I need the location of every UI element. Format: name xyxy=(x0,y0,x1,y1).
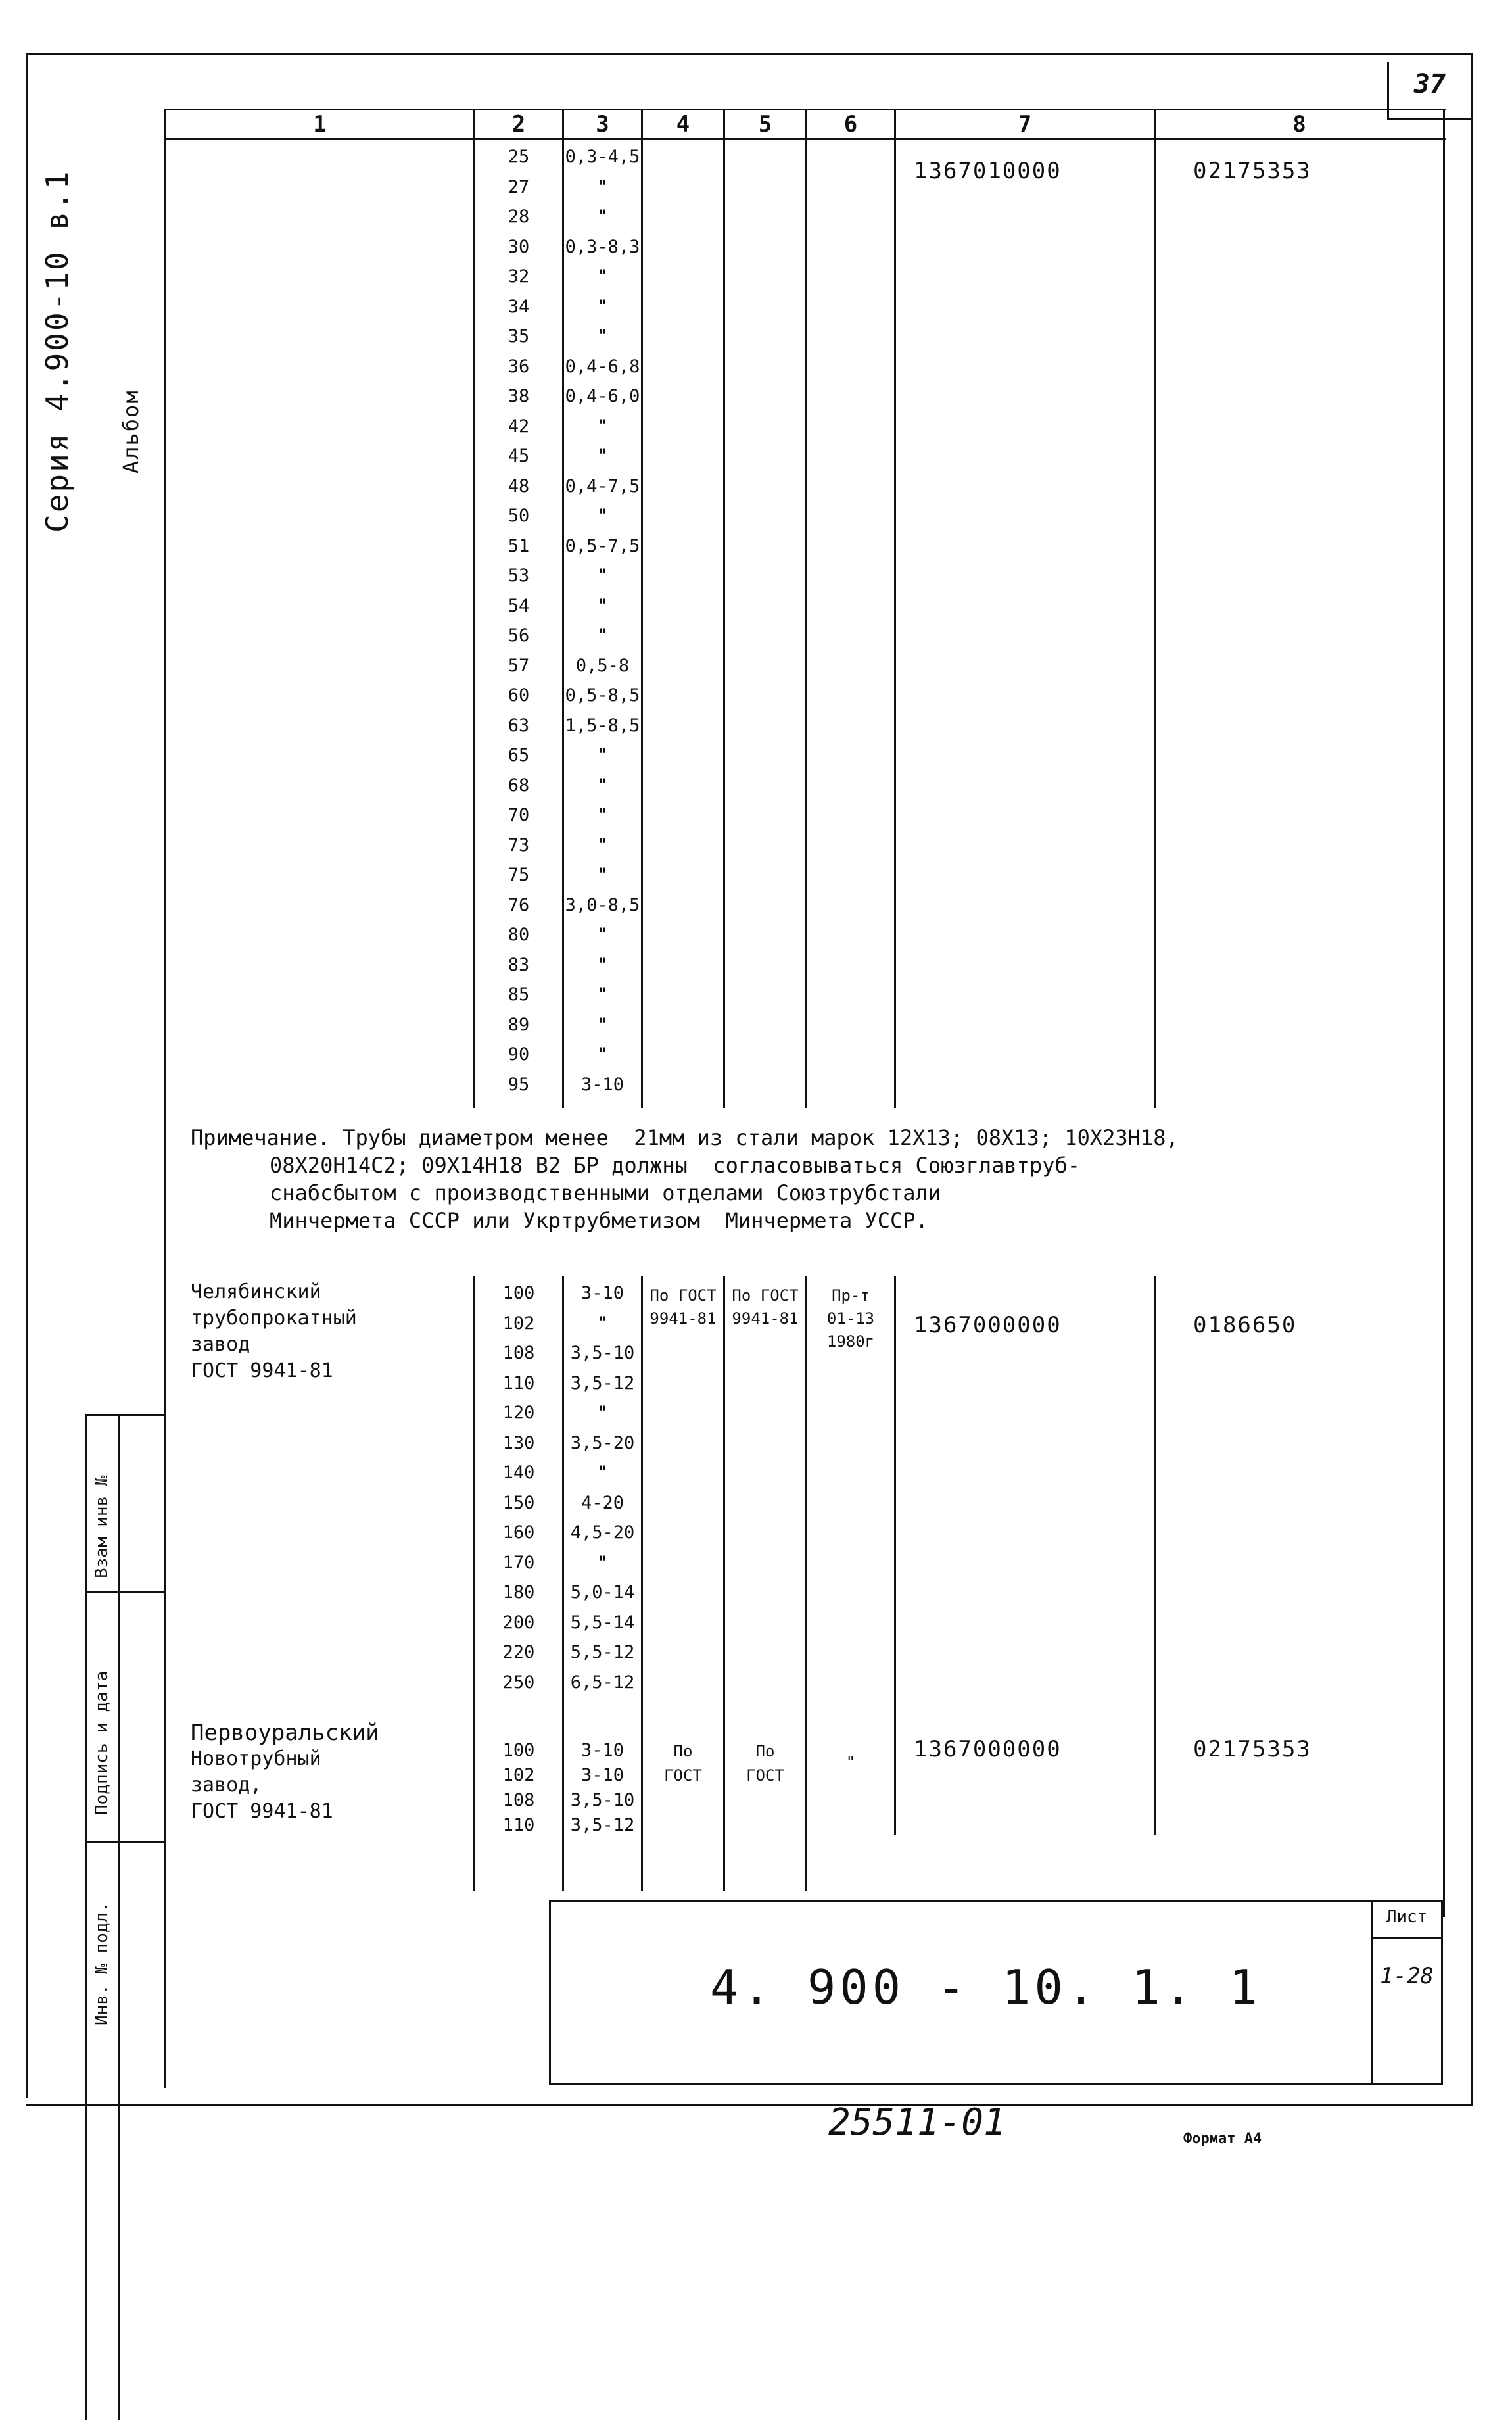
diameter-cell: 34 xyxy=(508,296,530,317)
block2-code: 1367000000 xyxy=(914,1312,1062,1338)
col-line-5-lower xyxy=(723,1276,725,1891)
wall-thickness-cell: " xyxy=(597,266,608,287)
wall-thickness-cell: 0,4-7,5 xyxy=(565,475,640,496)
diameter-cell: 63 xyxy=(508,715,530,736)
frame-left xyxy=(26,53,28,2098)
wall-thickness-cell: " xyxy=(597,1313,608,1334)
block2-okpo: 0186650 xyxy=(1193,1312,1297,1338)
block2-col6-1: Пр-т xyxy=(832,1286,870,1305)
diameter-cell: 38 xyxy=(508,386,530,406)
block2-col4-1: По ГОСТ xyxy=(650,1286,717,1305)
diameter-cell: 32 xyxy=(508,266,530,287)
wall-thickness-cell: " xyxy=(597,775,608,796)
col-line-6-lower xyxy=(805,1276,807,1891)
wall-thickness-cell: 0,5-8 xyxy=(575,655,630,676)
diameter-cell: 95 xyxy=(508,1074,530,1095)
wall-thickness-cell: 1,5-8,5 xyxy=(565,715,640,736)
diameter-cell: 28 xyxy=(508,206,530,227)
format-label: Формат А4 xyxy=(1183,2131,1262,2147)
diameter-cell: 68 xyxy=(508,775,530,796)
header-col-4: 4 xyxy=(676,111,690,137)
block3-plant-3: завод, xyxy=(191,1774,262,1797)
wall-thickness-cell: 5,0-14 xyxy=(570,1582,635,1603)
wall-thickness-cell: " xyxy=(597,865,608,885)
designation: 4. 900 - 10. 1. 1 xyxy=(710,1960,1262,2015)
block3-plant-1: Первоуральский xyxy=(191,1720,379,1746)
block2-col6-2: 01-13 xyxy=(826,1309,875,1328)
block3-col4-1: По xyxy=(673,1742,693,1760)
block2-col5-1: По ГОСТ xyxy=(732,1286,799,1305)
block2-plant-2: трубопрокатный xyxy=(191,1307,357,1330)
list-label: Лист xyxy=(1386,1907,1428,1927)
block3-col5-1: По xyxy=(755,1742,775,1760)
diameter-cell: 76 xyxy=(508,894,530,915)
wall-thickness-cell: " xyxy=(597,1463,608,1483)
diameter-cell: 110 xyxy=(502,1815,535,1835)
block3-plant-2: Новотрубный xyxy=(191,1747,321,1770)
wall-thickness-cell: 3,5-12 xyxy=(570,1372,635,1393)
wall-thickness-cell: " xyxy=(597,745,608,765)
diameter-cell: 150 xyxy=(502,1492,535,1513)
diameter-cell: 83 xyxy=(508,954,530,975)
diameter-cell: 100 xyxy=(502,1283,535,1303)
table-right-border xyxy=(1443,109,1445,1917)
wall-thickness-cell: 3,0-8,5 xyxy=(565,894,640,915)
block3-col6-1: " xyxy=(845,1753,856,1772)
diameter-cell: 140 xyxy=(502,1463,535,1483)
diameter-cell: 60 xyxy=(508,685,530,706)
col-line-5 xyxy=(723,109,725,1108)
wall-thickness-cell: " xyxy=(597,1044,608,1065)
wall-thickness-cell: " xyxy=(597,984,608,1005)
block2-col4-2: 9941-81 xyxy=(650,1309,717,1328)
diameter-cell: 57 xyxy=(508,655,530,676)
header-col-2: 2 xyxy=(511,111,526,137)
diameter-cell: 160 xyxy=(502,1522,535,1543)
wall-thickness-cell: 3,5-12 xyxy=(570,1815,635,1835)
block1-code: 1367010000 xyxy=(914,158,1062,184)
wall-thickness-cell: " xyxy=(597,326,608,347)
left-stamp-h1 xyxy=(85,1591,164,1593)
block2-plant-4: ГОСТ 9941-81 xyxy=(191,1359,333,1382)
col-line-4 xyxy=(641,109,643,1108)
wall-thickness-cell: 3-10 xyxy=(580,1074,625,1095)
header-col-7: 7 xyxy=(1018,111,1032,137)
wall-thickness-cell: " xyxy=(597,1403,608,1423)
diameter-cell: 56 xyxy=(508,625,530,646)
wall-thickness-cell: " xyxy=(597,296,608,317)
wall-thickness-cell: " xyxy=(597,595,608,616)
diameter-cell: 108 xyxy=(502,1343,535,1363)
diameter-cell: 108 xyxy=(502,1790,535,1810)
block3-plant-4: ГОСТ 9941-81 xyxy=(191,1800,333,1823)
left-stamp-vzam-inv: Взам инв № xyxy=(92,1475,112,1578)
diameter-cell: 120 xyxy=(502,1403,535,1423)
diameter-cell: 48 xyxy=(508,475,530,496)
wall-thickness-cell: 4,5-20 xyxy=(570,1522,635,1543)
left-stamp-h2 xyxy=(85,1841,164,1843)
diameter-cell: 42 xyxy=(508,416,530,437)
wall-thickness-cell: " xyxy=(597,566,608,586)
block3-okpo: 02175353 xyxy=(1193,1736,1311,1762)
block3-col4-2: ГОСТ xyxy=(664,1766,702,1785)
diameter-cell: 102 xyxy=(502,1765,535,1785)
diameter-cell: 70 xyxy=(508,805,530,825)
col-line-6 xyxy=(805,109,807,1108)
diameter-cell: 180 xyxy=(502,1582,535,1603)
header-col-6: 6 xyxy=(843,111,858,137)
wall-thickness-cell: " xyxy=(597,805,608,825)
header-col-3: 3 xyxy=(596,111,609,137)
note-line-2: 08Х20Н14С2; 09Х14Н18 В2 БР должны согласовываться Союзглавтруб- xyxy=(270,1153,1080,1178)
diameter-cell: 100 xyxy=(502,1740,535,1760)
wall-thickness-cell: 3,5-20 xyxy=(570,1432,635,1453)
wall-thickness-cell: " xyxy=(597,176,608,197)
col-line-7 xyxy=(894,109,896,1108)
wall-thickness-cell: " xyxy=(597,925,608,945)
diameter-cell: 50 xyxy=(508,506,530,526)
wall-thickness-cell: 0,4-6,8 xyxy=(565,356,640,377)
wall-thickness-cell: " xyxy=(597,954,608,975)
block2-col5-2: 9941-81 xyxy=(732,1309,799,1328)
col-line-4-lower xyxy=(641,1276,643,1891)
wall-thickness-cell: " xyxy=(597,1552,608,1573)
left-stamp-vline-b xyxy=(118,1414,120,2420)
wall-thickness-cell: " xyxy=(597,416,608,437)
wall-thickness-cell: 4-20 xyxy=(580,1492,625,1513)
diameter-cell: 54 xyxy=(508,595,530,616)
table-left-border xyxy=(164,109,166,2088)
wall-thickness-cell: 0,5-7,5 xyxy=(565,535,640,556)
wall-thickness-cell: 5,5-14 xyxy=(570,1612,635,1633)
col-line-7-lower xyxy=(894,1276,896,1835)
diameter-cell: 220 xyxy=(502,1642,535,1662)
header-col-5: 5 xyxy=(758,111,772,137)
left-stamp-vline-a xyxy=(85,1414,87,2420)
diameter-cell: 51 xyxy=(508,535,530,556)
diameter-cell: 200 xyxy=(502,1612,535,1633)
left-stamp-top xyxy=(85,1414,164,1416)
wall-thickness-cell: 3-10 xyxy=(580,1740,625,1760)
wall-thickness-cell: 0,3-8,3 xyxy=(565,236,640,257)
diameter-cell: 170 xyxy=(502,1552,535,1573)
col-line-8-lower xyxy=(1154,1276,1156,1835)
wall-thickness-cell: 3-10 xyxy=(580,1765,625,1785)
diameter-cell: 30 xyxy=(508,236,530,257)
note-line-4: Минчермета СССР или Укртрубметизом Минчермета УССР. xyxy=(270,1208,928,1233)
diameter-cell: 27 xyxy=(508,176,530,197)
left-stamp-inv-podl: Инв. № подл. xyxy=(92,1902,112,2025)
wall-thickness-cell: 0,5-8,5 xyxy=(565,685,640,706)
block3-col5-2: ГОСТ xyxy=(746,1766,784,1785)
wall-thickness-cell: 6,5-12 xyxy=(570,1672,635,1693)
diameter-cell: 130 xyxy=(502,1432,535,1453)
diameter-cell: 89 xyxy=(508,1014,530,1035)
wall-thickness-cell: " xyxy=(597,1014,608,1035)
diameter-cell: 250 xyxy=(502,1672,535,1693)
wall-thickness-cell: " xyxy=(597,625,608,646)
header-col-8: 8 xyxy=(1292,111,1306,137)
wall-thickness-cell: 0,4-6,0 xyxy=(565,386,640,406)
frame-bottom xyxy=(26,2104,1473,2106)
col-line-8 xyxy=(1154,109,1156,1108)
wall-thickness-cell: 3-10 xyxy=(580,1283,625,1303)
frame-right xyxy=(1471,53,1473,2104)
diameter-cell: 65 xyxy=(508,745,530,765)
header-col-1: 1 xyxy=(313,111,327,137)
wall-thickness-cell: 5,5-12 xyxy=(570,1642,635,1662)
note-line-1: Примечание. Трубы диаметром менее 21мм из стали марок 12Х13; 08Х13; 10Х23Н18, xyxy=(191,1125,1179,1150)
diameter-cell: 53 xyxy=(508,566,530,586)
block1-okpo: 02175353 xyxy=(1193,158,1311,184)
diameter-cell: 102 xyxy=(502,1313,535,1334)
wall-thickness-cell: " xyxy=(597,206,608,227)
block2-plant-3: завод xyxy=(191,1333,250,1356)
page-number: 37 xyxy=(1413,69,1446,99)
wall-thickness-cell: " xyxy=(597,446,608,466)
diameter-cell: 73 xyxy=(508,835,530,856)
diameter-cell: 85 xyxy=(508,984,530,1005)
block3-code: 1367000000 xyxy=(914,1736,1062,1762)
frame-top xyxy=(26,53,1473,55)
inventory-number: 25511-01 xyxy=(828,2101,1006,2144)
diameter-cell: 36 xyxy=(508,356,530,377)
diameter-cell: 90 xyxy=(508,1044,530,1065)
album-label: Альбом xyxy=(118,389,143,473)
diameter-cell: 110 xyxy=(502,1372,535,1393)
wall-thickness-cell: 0,3-4,5 xyxy=(565,147,640,167)
diameter-cell: 45 xyxy=(508,446,530,466)
wall-thickness-cell: 3,5-10 xyxy=(570,1343,635,1363)
diameter-cell: 80 xyxy=(508,925,530,945)
diameter-cell: 75 xyxy=(508,865,530,885)
diameter-cell: 35 xyxy=(508,326,530,347)
list-value: 1-28 xyxy=(1380,1963,1434,1989)
left-stamp-podpis-data: Подпись и дата xyxy=(92,1670,112,1815)
series-label: Серия 4.900-10 в.1 xyxy=(39,169,75,533)
block2-col6-3: 1980г xyxy=(826,1332,875,1351)
wall-thickness-cell: " xyxy=(597,835,608,856)
block2-plant-1: Челябинский xyxy=(191,1280,321,1303)
note-line-3: снабсбытом с производственными отделами Союзтрубстали xyxy=(270,1180,941,1205)
title-block-list-hline xyxy=(1371,1937,1443,1939)
wall-thickness-cell: 3,5-10 xyxy=(570,1790,635,1810)
wall-thickness-cell: " xyxy=(597,506,608,526)
title-block-list-divider xyxy=(1371,1900,1373,2085)
diameter-cell: 25 xyxy=(508,147,530,167)
